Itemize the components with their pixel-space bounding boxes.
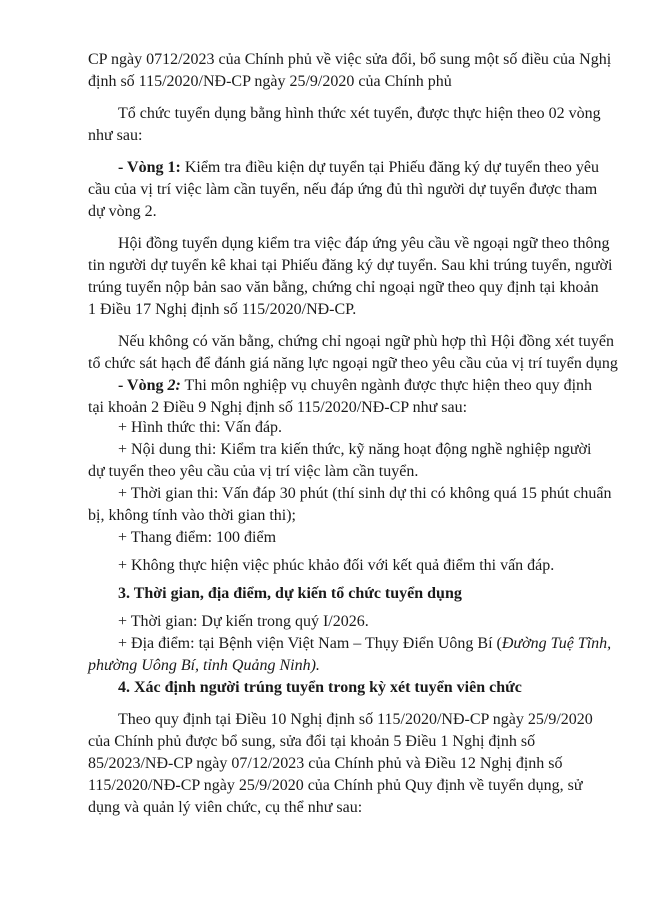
bullet-line: + Không thực hiện việc phúc khảo đối với kết quả điểm thi vấn đáp.: [118, 557, 555, 574]
bullet-line: + Thời gian: Dự kiến trong quý I/2026.: [118, 613, 369, 630]
text-line: tin người dự tuyển kê khai tại Phiếu đăng ký dự tuyển. Sau khi trúng tuyển, người: [88, 257, 613, 274]
text-line: dụng và quản lý viên chức, cụ thể như sau:: [88, 799, 363, 816]
text-line: Tổ chức tuyển dụng bằng hình thức xét tuyển, được thực hiện theo 02 vòng: [118, 105, 601, 122]
text-line: tổ chức sát hạch để đánh giá năng lực ngoại ngữ theo yêu cầu của vị trí tuyển dụng: [88, 355, 618, 372]
text-line: Hội đồng tuyển dụng kiểm tra việc đáp ứng yêu cầu về ngoại ngữ theo thông: [118, 235, 610, 252]
text-line: tại khoản 2 Điều 9 Nghị định số 115/2020/NĐ-CP như sau:: [88, 399, 468, 416]
text-line: [118, 158, 599, 178]
location-text: + Địa điểm: tại Bệnh viện Việt Nam – Thụy Điển Uông Bí (: [118, 635, 502, 652]
text-line: của Chính phủ được bổ sung, sửa đổi tại khoản 5 Điều 1 Nghị định số: [88, 733, 536, 750]
text-line: dự tuyển theo yêu cầu của vị trí việc làm cần tuyển.: [88, 463, 419, 480]
bullet-line: + Thời gian thi: Vấn đáp 30 phút (thí sinh dự thi có không quá 15 phút chuẩn: [118, 485, 612, 502]
text-line: dự vòng 2.: [88, 203, 157, 220]
bullet-line: + Hình thức thi: Vấn đáp.: [118, 419, 283, 436]
text-line: 115/2020/NĐ-CP ngày 25/9/2020 của Chính phủ Quy định về tuyển dụng, sử: [88, 777, 583, 794]
vong2-text: Thi môn nghiệp vụ chuyên ngành được thực hiện theo quy định: [180, 377, 593, 394]
text-line: trúng tuyển nộp bản sao văn bằng, chứng chỉ ngoại ngữ theo quy định tại khoản: [88, 279, 599, 296]
vong2-label: - Vòng: [118, 377, 168, 394]
section-heading-4: 4. Xác định người trúng tuyển trong kỳ xét tuyển viên chức: [118, 679, 522, 696]
bullet-line: [118, 634, 611, 654]
text-line: định số 115/2020/NĐ-CP ngày 25/9/2020 của Chính phủ: [88, 73, 452, 90]
text-line: Nếu không có văn bằng, chứng chỉ ngoại ngữ phù hợp thì Hội đồng xét tuyển: [118, 333, 614, 350]
bullet-line: + Thang điểm: 100 điểm: [118, 529, 277, 546]
vong1-label: - Vòng 1:: [118, 159, 181, 176]
text-line: phường Uông Bí, tỉnh Quảng Ninh).: [88, 657, 320, 674]
text-line: CP ngày 0712/2023 của Chính phủ về việc sửa đổi, bổ sung một số điều của Nghị: [88, 51, 612, 68]
text-line: như sau:: [88, 127, 143, 144]
location-address: Đường Tuệ Tĩnh,: [501, 635, 612, 652]
section-heading-3: 3. Thời gian, địa điểm, dự kiến tổ chức tuyển dụng: [118, 585, 462, 602]
text-line: 85/2023/NĐ-CP ngày 07/12/2023 của Chính phủ và Điều 12 Nghị định số: [88, 755, 563, 772]
vong1-text: Kiểm tra điều kiện dự tuyển tại Phiếu đăng ký dự tuyển theo yêu: [180, 159, 599, 176]
text-line: 1 Điều 17 Nghị định số 115/2020/NĐ-CP.: [88, 301, 357, 318]
vong2-num: 2:: [167, 377, 181, 394]
text-line: cầu của vị trí việc làm cần tuyển, nếu đáp ứng đủ thì người dự tuyển được tham: [88, 181, 598, 198]
bullet-line: + Nội dung thi: Kiểm tra kiến thức, kỹ năng hoạt động nghề nghiệp người: [118, 441, 592, 458]
text-line: [118, 376, 592, 396]
text-line: bị, không tính vào thời gian thi);: [88, 507, 296, 524]
text-line: Theo quy định tại Điều 10 Nghị định số 115/2020/NĐ-CP ngày 25/9/2020: [118, 711, 593, 728]
